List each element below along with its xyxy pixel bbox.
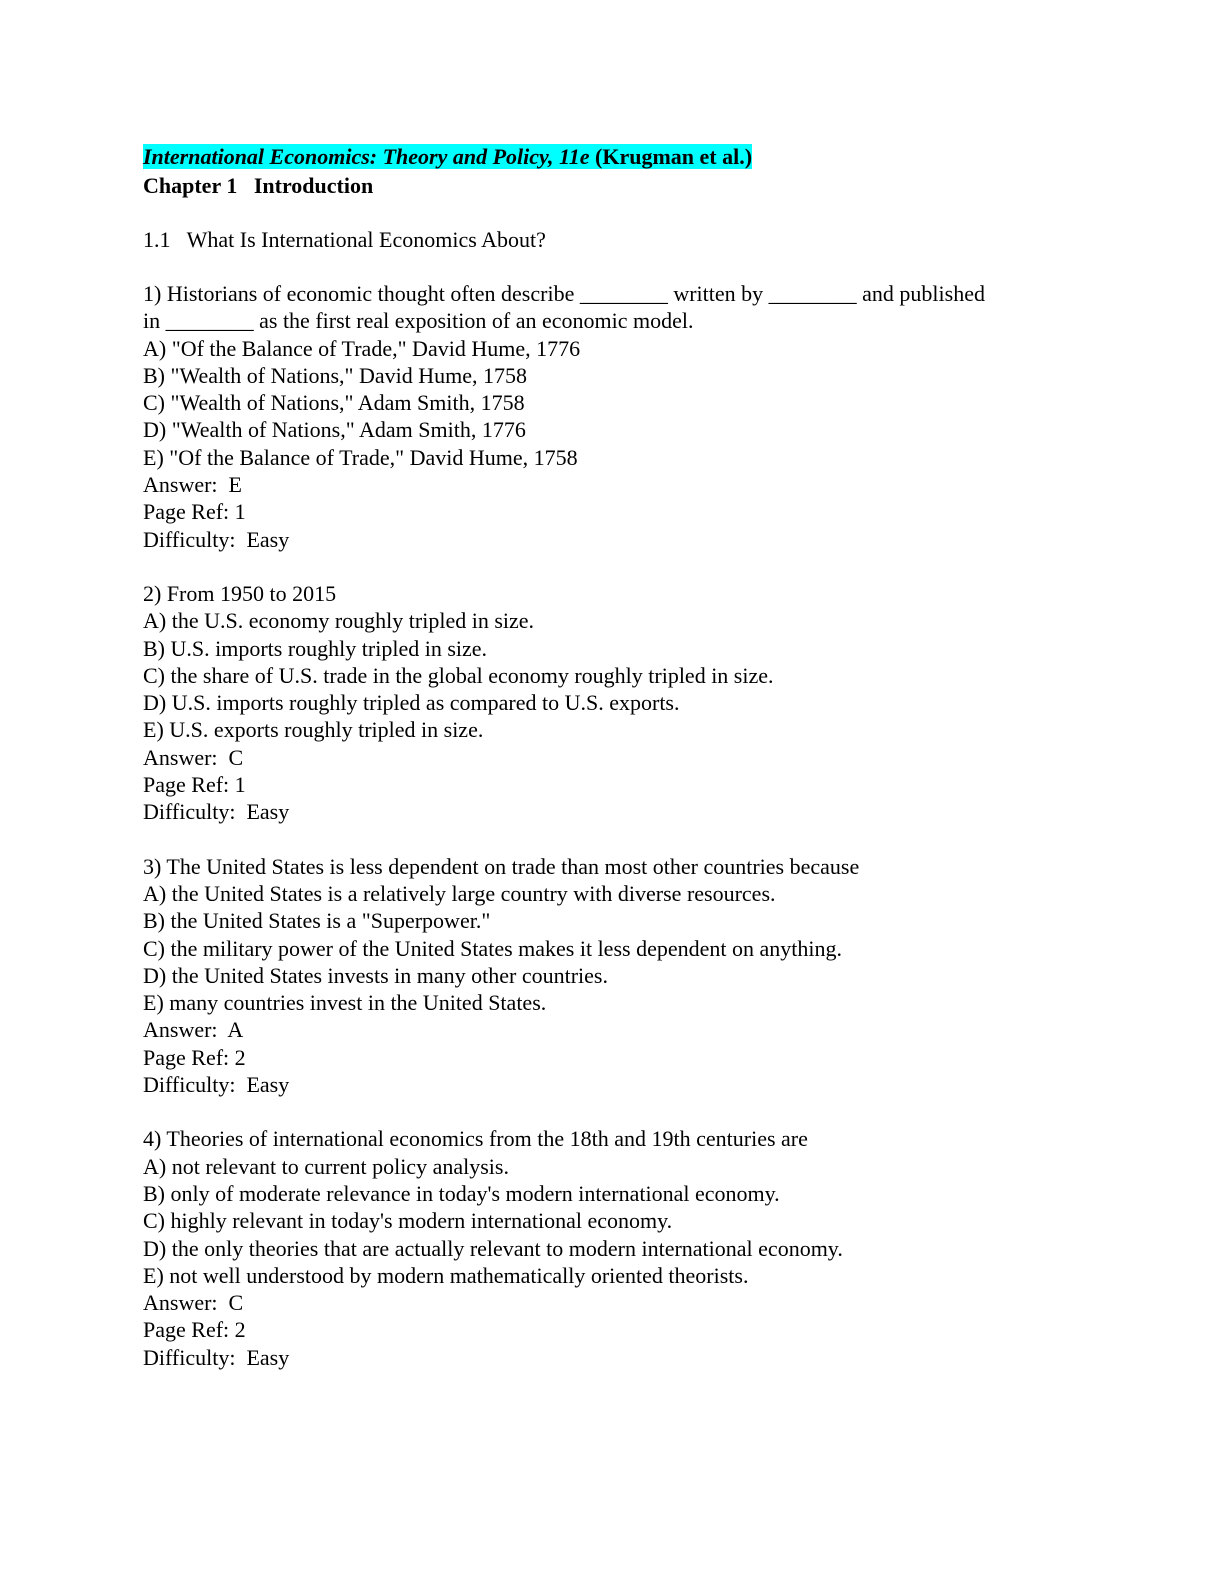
answer: Answer: C — [143, 744, 244, 770]
difficulty: Difficulty: Easy — [143, 799, 290, 825]
option-e: E) U.S. exports roughly tripled in size. — [143, 717, 484, 743]
difficulty: Difficulty: Easy — [143, 526, 290, 552]
option-c: C) highly relevant in today's modern international economy. — [143, 1208, 673, 1234]
question-stem: 2) From 1950 to 2015 — [143, 580, 337, 606]
document-title — [143, 142, 1083, 172]
question-3 — [143, 853, 1083, 1099]
book-authors: (Krugman et al.) — [589, 144, 753, 169]
page-ref: Page Ref: 1 — [143, 772, 246, 798]
question-stem: 1) Historians of economic thought often describe ________ written by ________ and published — [143, 281, 985, 306]
option-a: A) "Of the Balance of Trade," David Hume, 1776 — [143, 335, 581, 361]
chapter-heading: Chapter 1 Introduction — [143, 173, 374, 198]
option-d: D) U.S. imports roughly tripled as compared to U.S. exports. — [143, 690, 680, 716]
option-a: A) the U.S. economy roughly tripled in size. — [143, 608, 535, 634]
question-2 — [143, 580, 1083, 826]
option-b: B) the United States is a "Superpower." — [143, 908, 491, 934]
answer: Answer: A — [143, 1017, 244, 1043]
option-a: A) not relevant to current policy analysis. — [143, 1153, 509, 1179]
option-b: B) U.S. imports roughly tripled in size. — [143, 635, 488, 661]
question-1 — [143, 280, 1083, 553]
question-stem: 4) Theories of international economics from the 18th and 19th centuries are — [143, 1126, 808, 1152]
question-4 — [143, 1125, 1083, 1371]
page-ref: Page Ref: 2 — [143, 1317, 246, 1343]
option-e: E) not well understood by modern mathematically oriented theorists. — [143, 1262, 749, 1288]
section-heading: 1.1 What Is International Economics About? — [143, 227, 546, 252]
option-b: B) only of moderate relevance in today's modern international economy. — [143, 1180, 780, 1206]
option-c: C) "Wealth of Nations," Adam Smith, 1758 — [143, 390, 525, 416]
answer: Answer: E — [143, 472, 242, 498]
option-e: E) many countries invest in the United States. — [143, 990, 547, 1016]
option-c: C) the military power of the United States makes it less dependent on anything. — [143, 935, 842, 961]
option-b: B) "Wealth of Nations," David Hume, 1758 — [143, 362, 528, 388]
document-page — [143, 142, 1083, 1371]
option-d: D) the United States invests in many other countries. — [143, 962, 608, 988]
option-d: D) "Wealth of Nations," Adam Smith, 1776 — [143, 417, 526, 443]
answer: Answer: C — [143, 1290, 244, 1316]
difficulty: Difficulty: Easy — [143, 1344, 290, 1370]
question-stem: 3) The United States is less dependent on trade than most other countries because — [143, 853, 860, 879]
option-c: C) the share of U.S. trade in the global economy roughly tripled in size. — [143, 662, 774, 688]
difficulty: Difficulty: Easy — [143, 1072, 290, 1098]
option-d: D) the only theories that are actually relevant to modern international economy. — [143, 1235, 843, 1261]
question-stem: in ________ as the first real exposition of an economic model. — [143, 308, 694, 334]
page-ref: Page Ref: 2 — [143, 1044, 246, 1070]
option-e: E) "Of the Balance of Trade," David Hume, 1758 — [143, 444, 578, 470]
book-title: International Economics: Theory and Policy, 11e — [143, 144, 590, 169]
title-highlight — [143, 144, 752, 169]
option-a: A) the United States is a relatively large country with diverse resources. — [143, 880, 776, 906]
page-ref: Page Ref: 1 — [143, 499, 246, 525]
